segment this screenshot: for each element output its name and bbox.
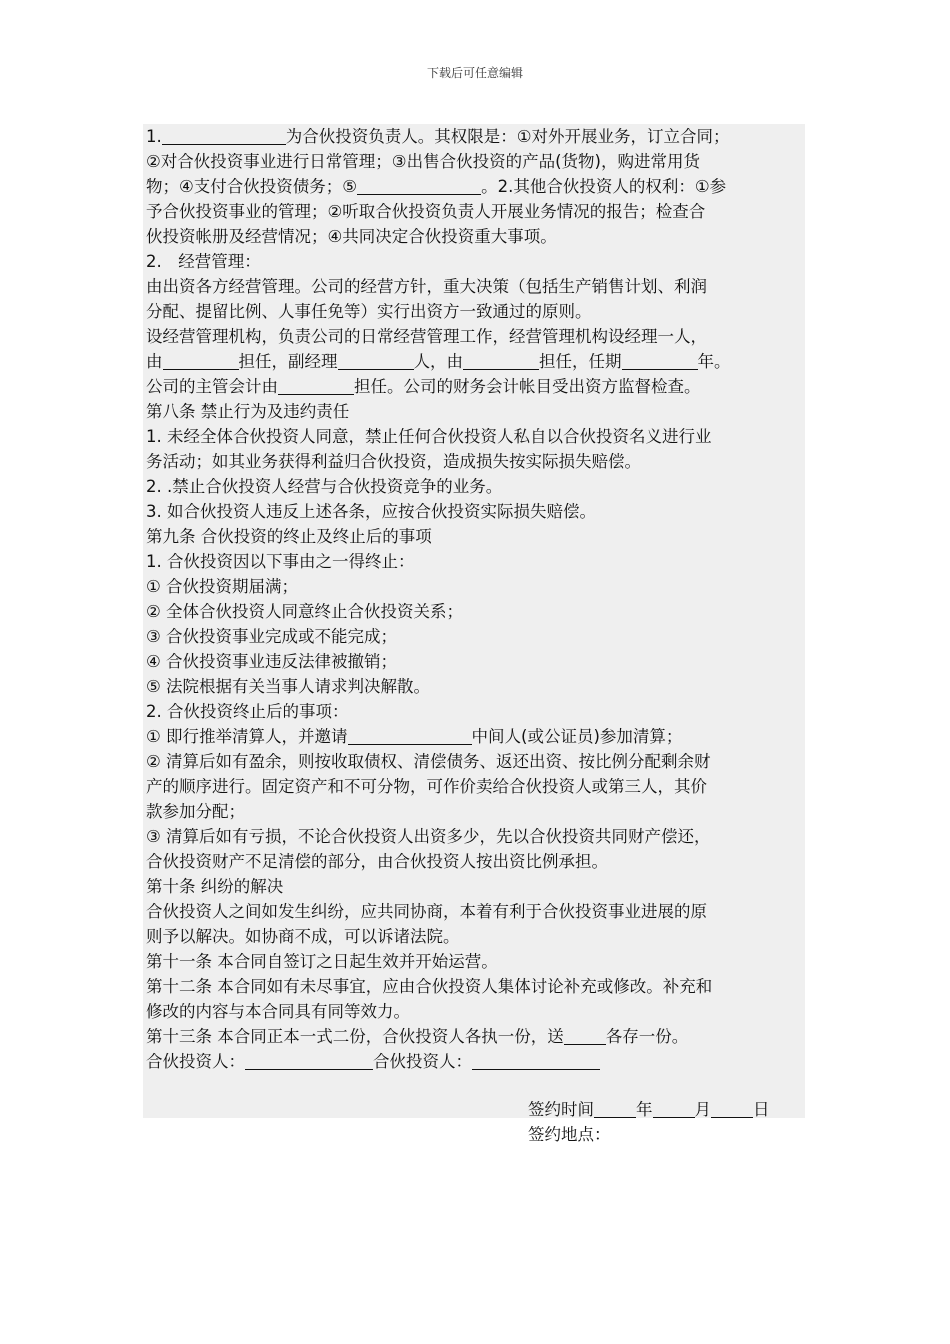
fill-blank[interactable] <box>338 351 414 370</box>
sign-date-line: 签约时间 年 月 日 <box>528 1100 770 1119</box>
contract-line: 设经营管理机构，负责公司的日常经营管理工作，经营管理机构设经理一人， <box>146 327 707 346</box>
contract-line: 伙投资帐册及经营情况；④共同决定合伙投资重大事项。 <box>146 227 557 246</box>
year-blank[interactable] <box>594 1099 636 1118</box>
article-heading: 第九条 合伙投资的终止及终止后的事项 <box>146 527 432 546</box>
contract-line: 由出资各方经营管理。公司的经营方针，重大决策（包括生产销售计划、利润 <box>146 277 707 296</box>
contract-line: 1. 未经全体合伙投资人同意，禁止任何合伙投资人私自以合伙投资名义进行业 <box>146 427 712 446</box>
contract-line: 由 担任，副经理 人，由 担任，任期 年。 <box>146 352 731 371</box>
contract-line: ③ 清算后如有亏损，不论合伙投资人出资多少，先以合伙投资共同财产偿还， <box>146 827 711 846</box>
article-heading: 第八条 禁止行为及违约责任 <box>146 402 350 421</box>
contract-line: 1. 为合伙投资负责人。其权限是：①对外开展业务，订立合同； <box>146 127 730 146</box>
contract-line: 产的顺序进行。固定资产和不可分物，可作价卖给合伙投资人或第三人，其价 <box>146 777 707 796</box>
contract-line: 务活动；如其业务获得利益归合伙投资，造成损失按实际损失赔偿。 <box>146 452 641 471</box>
fill-blank[interactable] <box>622 351 698 370</box>
contract-line: 第十三条 本合同正本一式二份，合伙投资人各执一份，送 各存一份。 <box>146 1027 689 1046</box>
month-blank[interactable] <box>653 1099 695 1118</box>
contract-line: 2. 合伙投资终止后的事项： <box>146 702 349 721</box>
contract-line: ① 合伙投资期届满； <box>146 577 299 596</box>
contract-line: 3. 如合伙投资人违反上述各条，应按合伙投资实际损失赔偿。 <box>146 502 596 521</box>
day-blank[interactable] <box>711 1099 753 1118</box>
signatory-blank[interactable] <box>245 1051 373 1070</box>
contract-line: 则予以解决。如协商不成，可以诉诸法院。 <box>146 927 460 946</box>
fill-blank[interactable] <box>278 376 354 395</box>
fill-blank[interactable] <box>564 1026 606 1045</box>
contract-line: 第十二条 本合同如有未尽事宜，应由合伙投资人集体讨论补充或修改。补充和 <box>146 977 713 996</box>
fill-blank[interactable] <box>348 726 472 745</box>
contract-line: ② 全体合伙投资人同意终止合伙投资关系； <box>146 602 464 621</box>
contract-line: ②对合伙投资事业进行日常管理；③出售合伙投资的产品(货物)，购进常用货 <box>146 152 700 171</box>
contract-line: ④ 合伙投资事业违反法律被撤销； <box>146 652 398 671</box>
contract-line: ③ 合伙投资事业完成或不能完成； <box>146 627 398 646</box>
contract-line: ① 即行推举清算人，并邀请 中间人(或公证员)参加清算； <box>146 727 683 746</box>
fill-blank[interactable] <box>357 176 481 195</box>
contract-line: 第十一条 本合同自签订之日起生效并开始运营。 <box>146 952 498 971</box>
signatory-blank[interactable] <box>472 1051 600 1070</box>
fill-blank[interactable] <box>463 351 539 370</box>
sign-place-line: 签约地点： <box>528 1125 611 1144</box>
contract-line: 分配、提留比例、人事任免等）实行出资方一致通过的原则。 <box>146 302 592 321</box>
fill-blank[interactable] <box>163 351 239 370</box>
contract-line: 合伙投资人之间如发生纠纷，应共同协商，本着有利于合伙投资事业进展的原 <box>146 902 707 921</box>
page-header: 下载后可任意编辑 <box>426 66 523 80</box>
contract-line: 2. .禁止合伙投资人经营与合伙投资竞争的业务。 <box>146 477 503 496</box>
contract-line: 物；④支付合伙投资债务；⑤ 。2.其他合伙投资人的权利：①参 <box>146 177 727 196</box>
contract-line: 公司的主管会计由 担任。公司的财务会计帐目受出资方监督检查。 <box>146 377 701 396</box>
contract-line: 修改的内容与本合同具有同等效力。 <box>146 1002 410 1021</box>
contract-line: 1. 合伙投资因以下事由之一得终止： <box>146 552 415 571</box>
section-heading: 2. 经营管理： <box>146 252 261 271</box>
fill-blank[interactable] <box>162 126 286 145</box>
signatory-line: 合伙投资人： 合伙投资人： <box>146 1049 806 1074</box>
contract-line: 款参加分配； <box>146 802 245 821</box>
article-heading: 第十条 纠纷的解决 <box>146 877 284 896</box>
contract-line: 合伙投资财产不足清偿的部分，由合伙投资人按出资比例承担。 <box>146 852 608 871</box>
contract-line: ② 清算后如有盈余，则按收取债权、清偿债务、返还出资、按比例分配剩余财 <box>146 752 711 771</box>
contract-line: ⑤ 法院根据有关当事人请求判决解散。 <box>146 677 431 696</box>
contract-line: 予合伙投资事业的管理；②听取合伙投资负责人开展业务情况的报告；检查合 <box>146 202 706 221</box>
